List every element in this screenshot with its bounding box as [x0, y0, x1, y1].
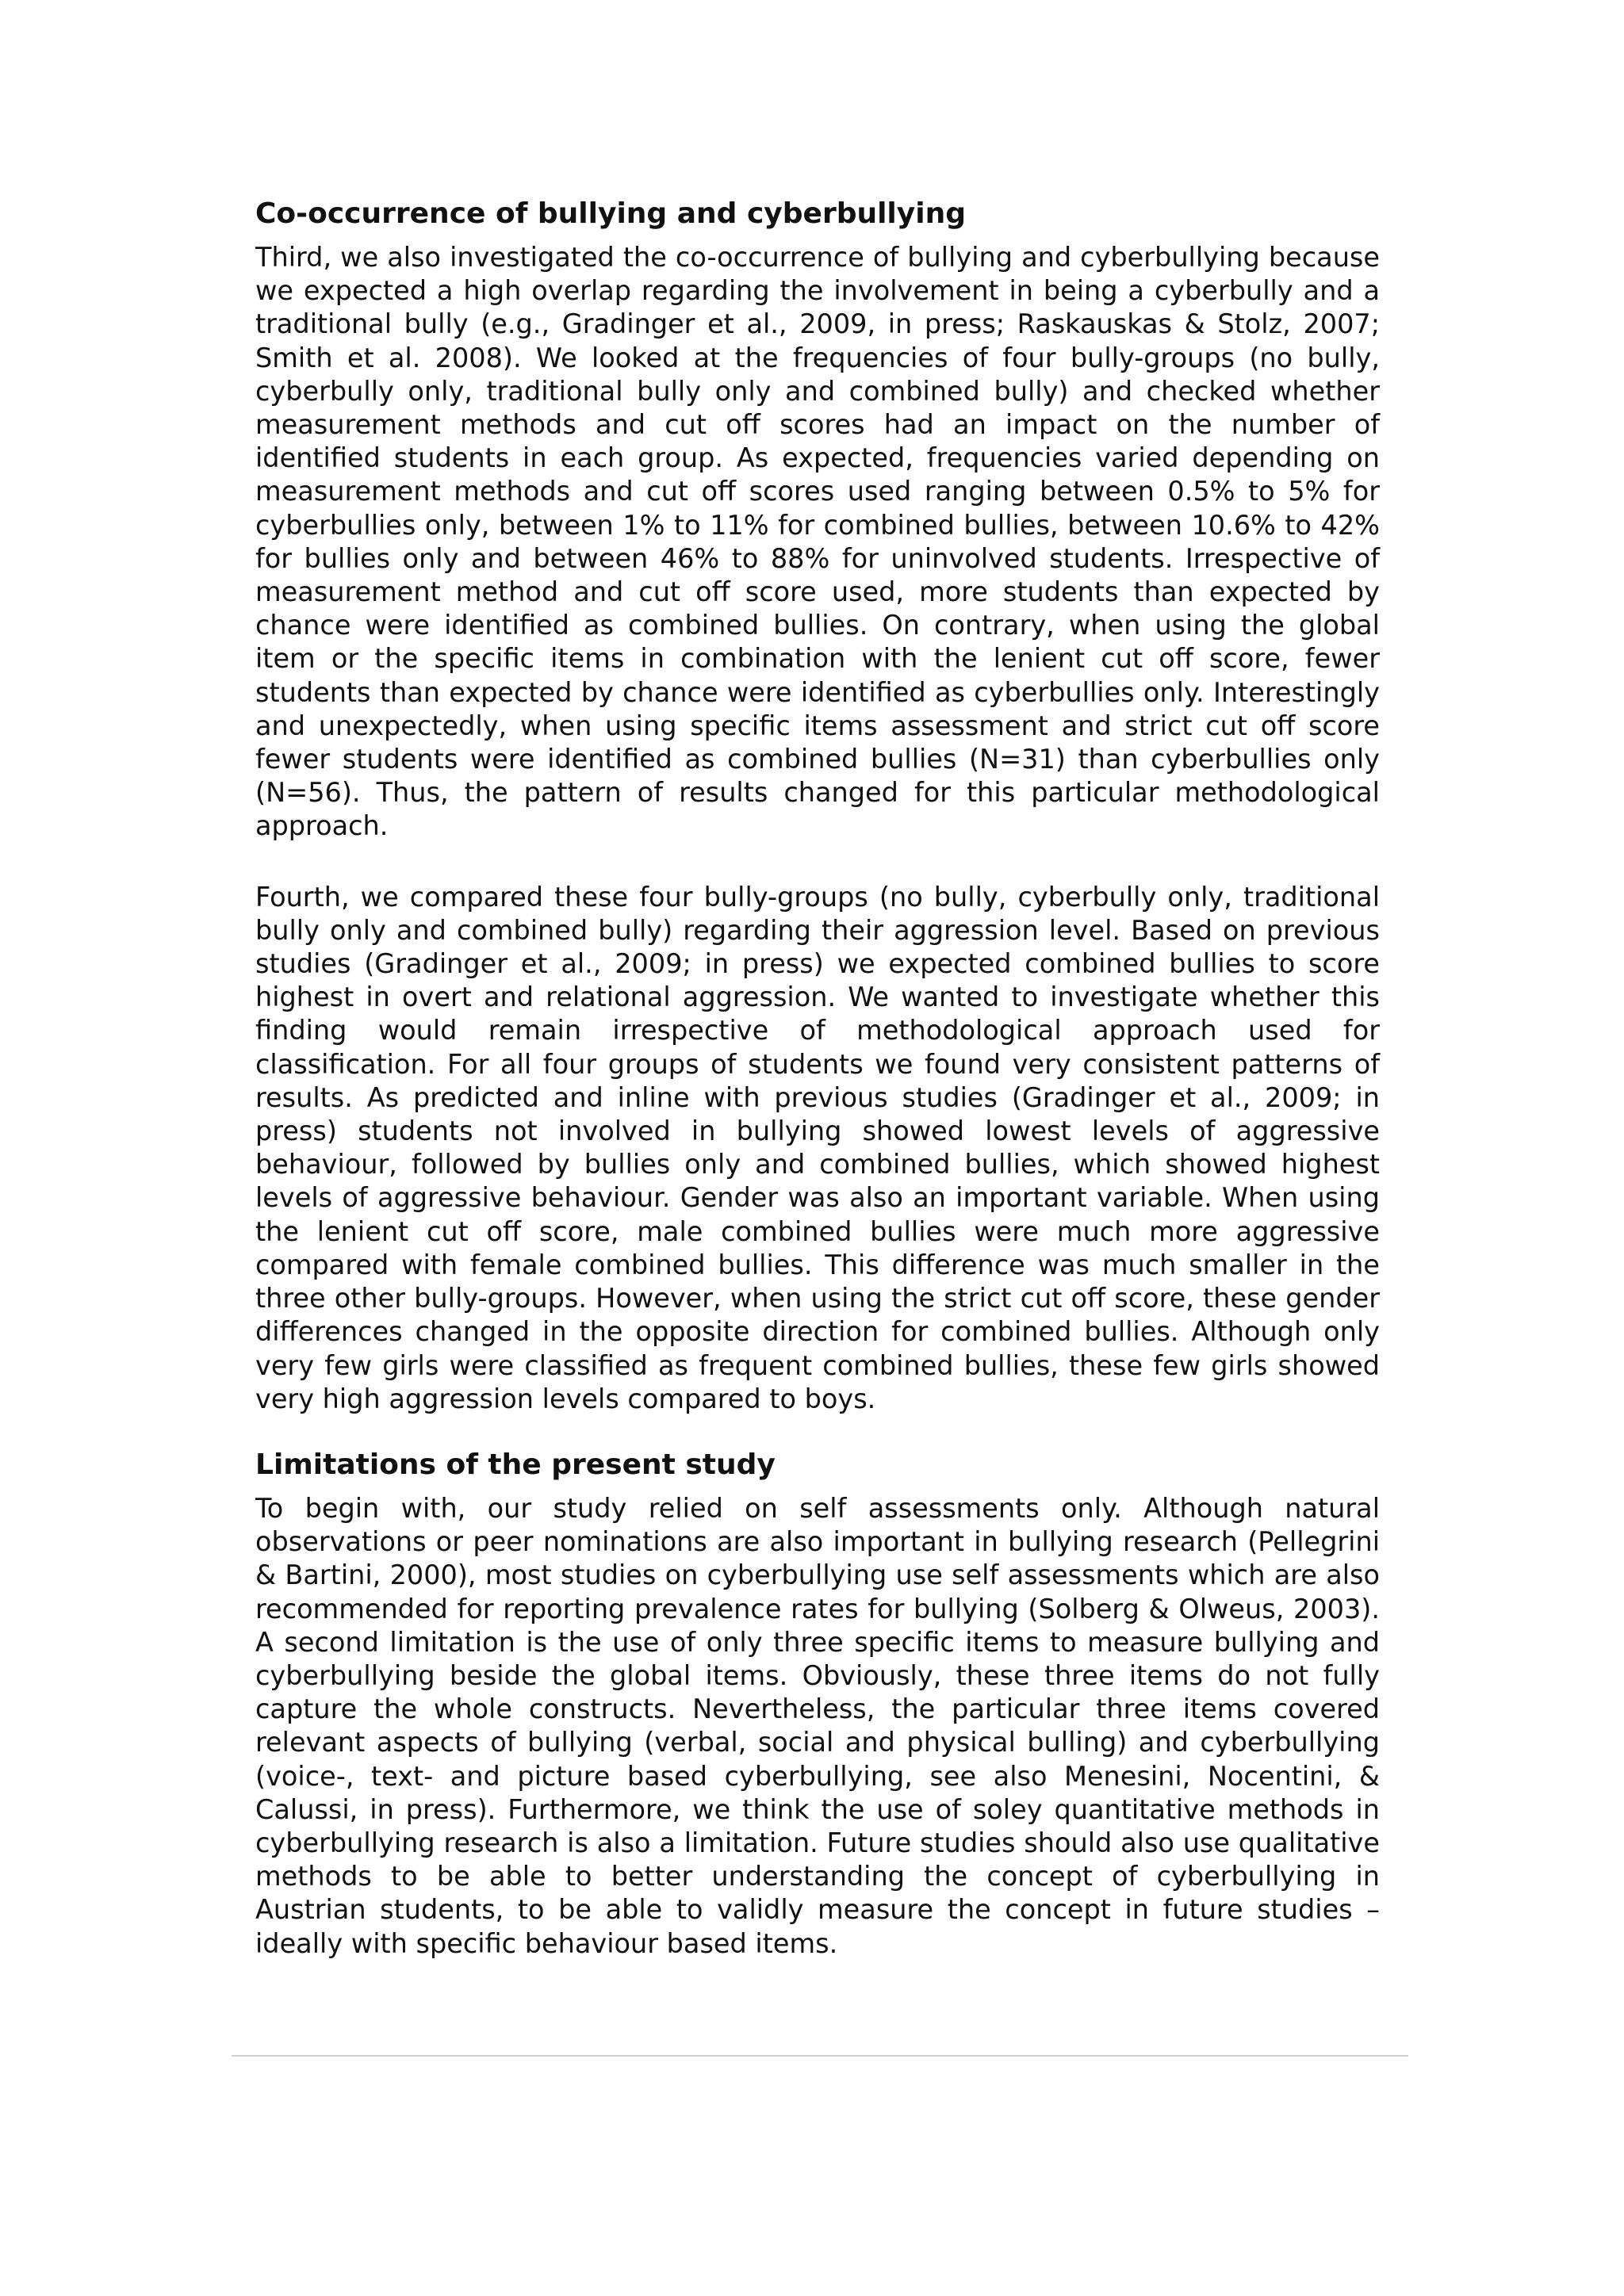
document-page — [255, 197, 1380, 1961]
section-heading-co-occurrence: Co-occurrence of bullying and cyberbullying — [255, 197, 966, 230]
section-heading-limitations: Limitations of the present study — [255, 1448, 776, 1481]
paragraph-third: Third, we also investigated the co-occurrence of bullying and cyberbullying because we expected a high overlap regarding the involvement in being a cyberbully and a traditional bully (e.g., Gradinger et al., 2009, in press; Raskauskas & Stolz, 2007; Smith et al. 2008). We looked at the frequencies of four bully-groups (no bully, cyberbully only, traditional bully only and combined bully) and checked whether measurement methods and cut off scores had an impact on the number of identified students in each group. As expected, frequencies varied depending on measurement methods and cut off scores used ranging between 0.5% to 5% for cyberbullies only, between 1% to 11% for combined bullies, between 10.6% to 42% for bullies only and between 46% to 88% for uninvolved students. Irrespective of measurement method and cut off score used, more students than expected by chance were identified as combined bullies. On contrary, when using the global item or the specific items in combination with the lenient cut off score, fewer students than expected by chance were identified as cyberbullies only. Interestingly and unexpectedly, when using specific items assessment and strict cut off score fewer students were identified as combined bullies (N=31) than cyberbullies only (N=56). Thus, the pattern of results changed for this particular methodological approach. — [255, 242, 1380, 842]
paragraph-fourth: Fourth, we compared these four bully-groups (no bully, cyberbully only, traditional bully only and combined bully) regarding their aggression level. Based on previous studies (Gradinger et al., 2009; in press) we expected combined bullies to score highest in overt and relational aggression. We wanted to investigate whether this finding would remain irrespective of methodological approach used for classification. For all four groups of students we found very consistent patterns of results. As predicted and inline with previous studies (Gradinger et al., 2009; in press) students not involved in bullying showed lowest levels of aggressive behaviour, followed by bullies only and combined bullies, which showed highest levels of aggressive behaviour. Gender was also an important variable. When using the lenient cut off score, male combined bullies were much more aggressive compared with female combined bullies. This difference was much smaller in the three other bully-groups. However, when using the strict cut off score, these gender differences changed in the opposite direction for combined bullies. Although only very few girls were classified as frequent combined bullies, these few girls showed very high aggression levels compared to boys. — [255, 881, 1380, 1414]
footer-divider — [232, 2055, 1408, 2057]
paragraph-limitations: To begin with, our study relied on self assessments only. Although natural observations or peer nominations are also important in bullying research (Pellegrini & Bartini, 2000), most studies on cyberbullying use self assessments which are also recommended for reporting prevalence rates for bullying (Solberg & Olweus, 2003). A second limitation is the use of only three specific items to measure bullying and cyberbullying beside the global items. Obviously, these three items do not fully capture the whole constructs. Nevertheless, the particular three items covered relevant aspects of bullying (verbal, social and physical bulling) and cyberbullying (voice-, text- and picture based cyberbullying, see also Menesini, Nocentini, & Calussi, in press). Furthermore, we think the use of soley quantitative methods in cyberbullying research is also a limitation. Future studies should also use qualitative methods to be able to better understanding the concept of cyberbullying in Austrian students, to be able to validly measure the concept in future studies – ideally with specific behaviour based items. — [255, 1492, 1380, 1959]
section-spacer — [255, 1416, 1380, 1448]
paragraph-spacer — [255, 844, 1380, 881]
